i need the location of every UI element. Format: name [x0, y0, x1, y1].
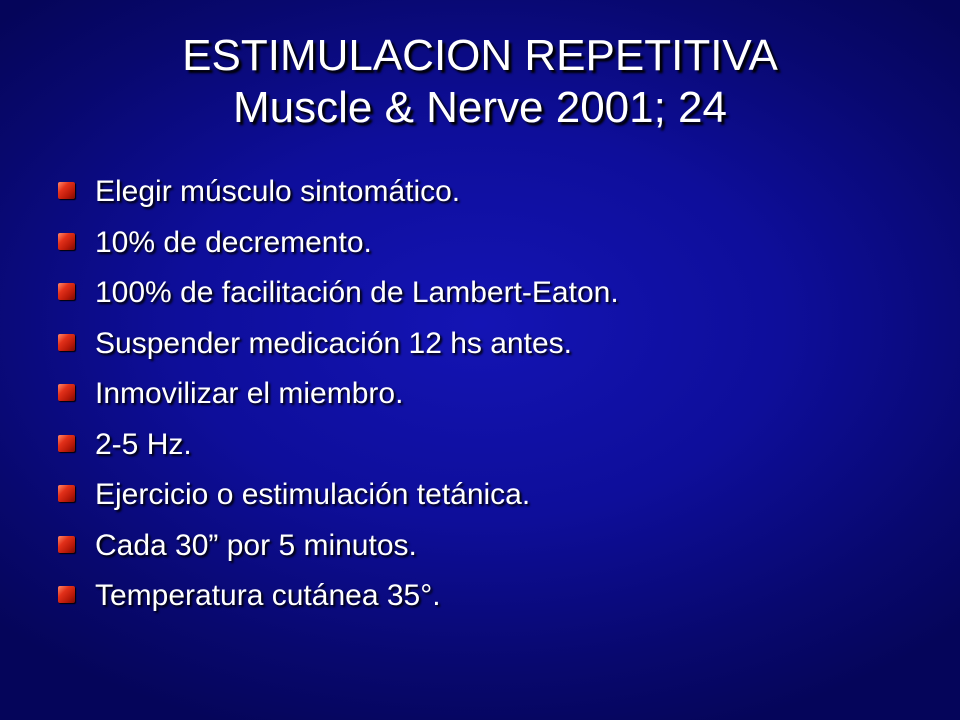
red-square-bullet-icon	[58, 435, 75, 452]
red-square-bullet-icon	[58, 384, 75, 401]
bullet-text: Elegir músculo sintomático.	[95, 175, 461, 208]
bullet-item	[58, 275, 619, 326]
bullet-text: Ejercicio o estimulación tetánica.	[95, 478, 531, 511]
red-square-bullet-icon	[58, 586, 75, 603]
bullet-text: Temperatura cutánea 35°.	[95, 579, 441, 612]
red-square-bullet-icon	[58, 283, 75, 300]
slide-title-line-2: Muscle & Nerve 2001; 24	[232, 83, 728, 132]
red-square-bullet-icon	[58, 536, 75, 553]
bullet-item	[58, 578, 619, 629]
bullet-text: 100% de facilitación de Lambert-Eaton.	[95, 276, 619, 309]
bullet-item	[58, 427, 619, 478]
red-square-bullet-icon	[58, 334, 75, 351]
red-square-bullet-icon	[58, 182, 75, 199]
bullet-text: 10% de decremento.	[95, 225, 372, 259]
bullet-item	[58, 225, 619, 276]
bullet-item	[58, 528, 619, 579]
bullet-list	[58, 174, 619, 629]
bullet-item	[58, 376, 619, 427]
slide-title-line-1: ESTIMULACION REPETITIVA	[182, 31, 778, 80]
bullet-text: 2-5 Hz.	[95, 427, 192, 461]
bullet-text: Cada 30” por 5 minutos.	[95, 528, 417, 562]
red-square-bullet-icon	[58, 233, 75, 250]
slide-title	[0, 30, 960, 134]
bullet-item	[58, 477, 619, 528]
bullet-item	[58, 174, 619, 225]
bullet-text: Inmovilizar el miembro.	[95, 377, 404, 410]
bullet-item	[58, 326, 619, 377]
bullet-text: Suspender medicación 12 hs antes.	[95, 326, 572, 360]
red-square-bullet-icon	[58, 485, 75, 502]
